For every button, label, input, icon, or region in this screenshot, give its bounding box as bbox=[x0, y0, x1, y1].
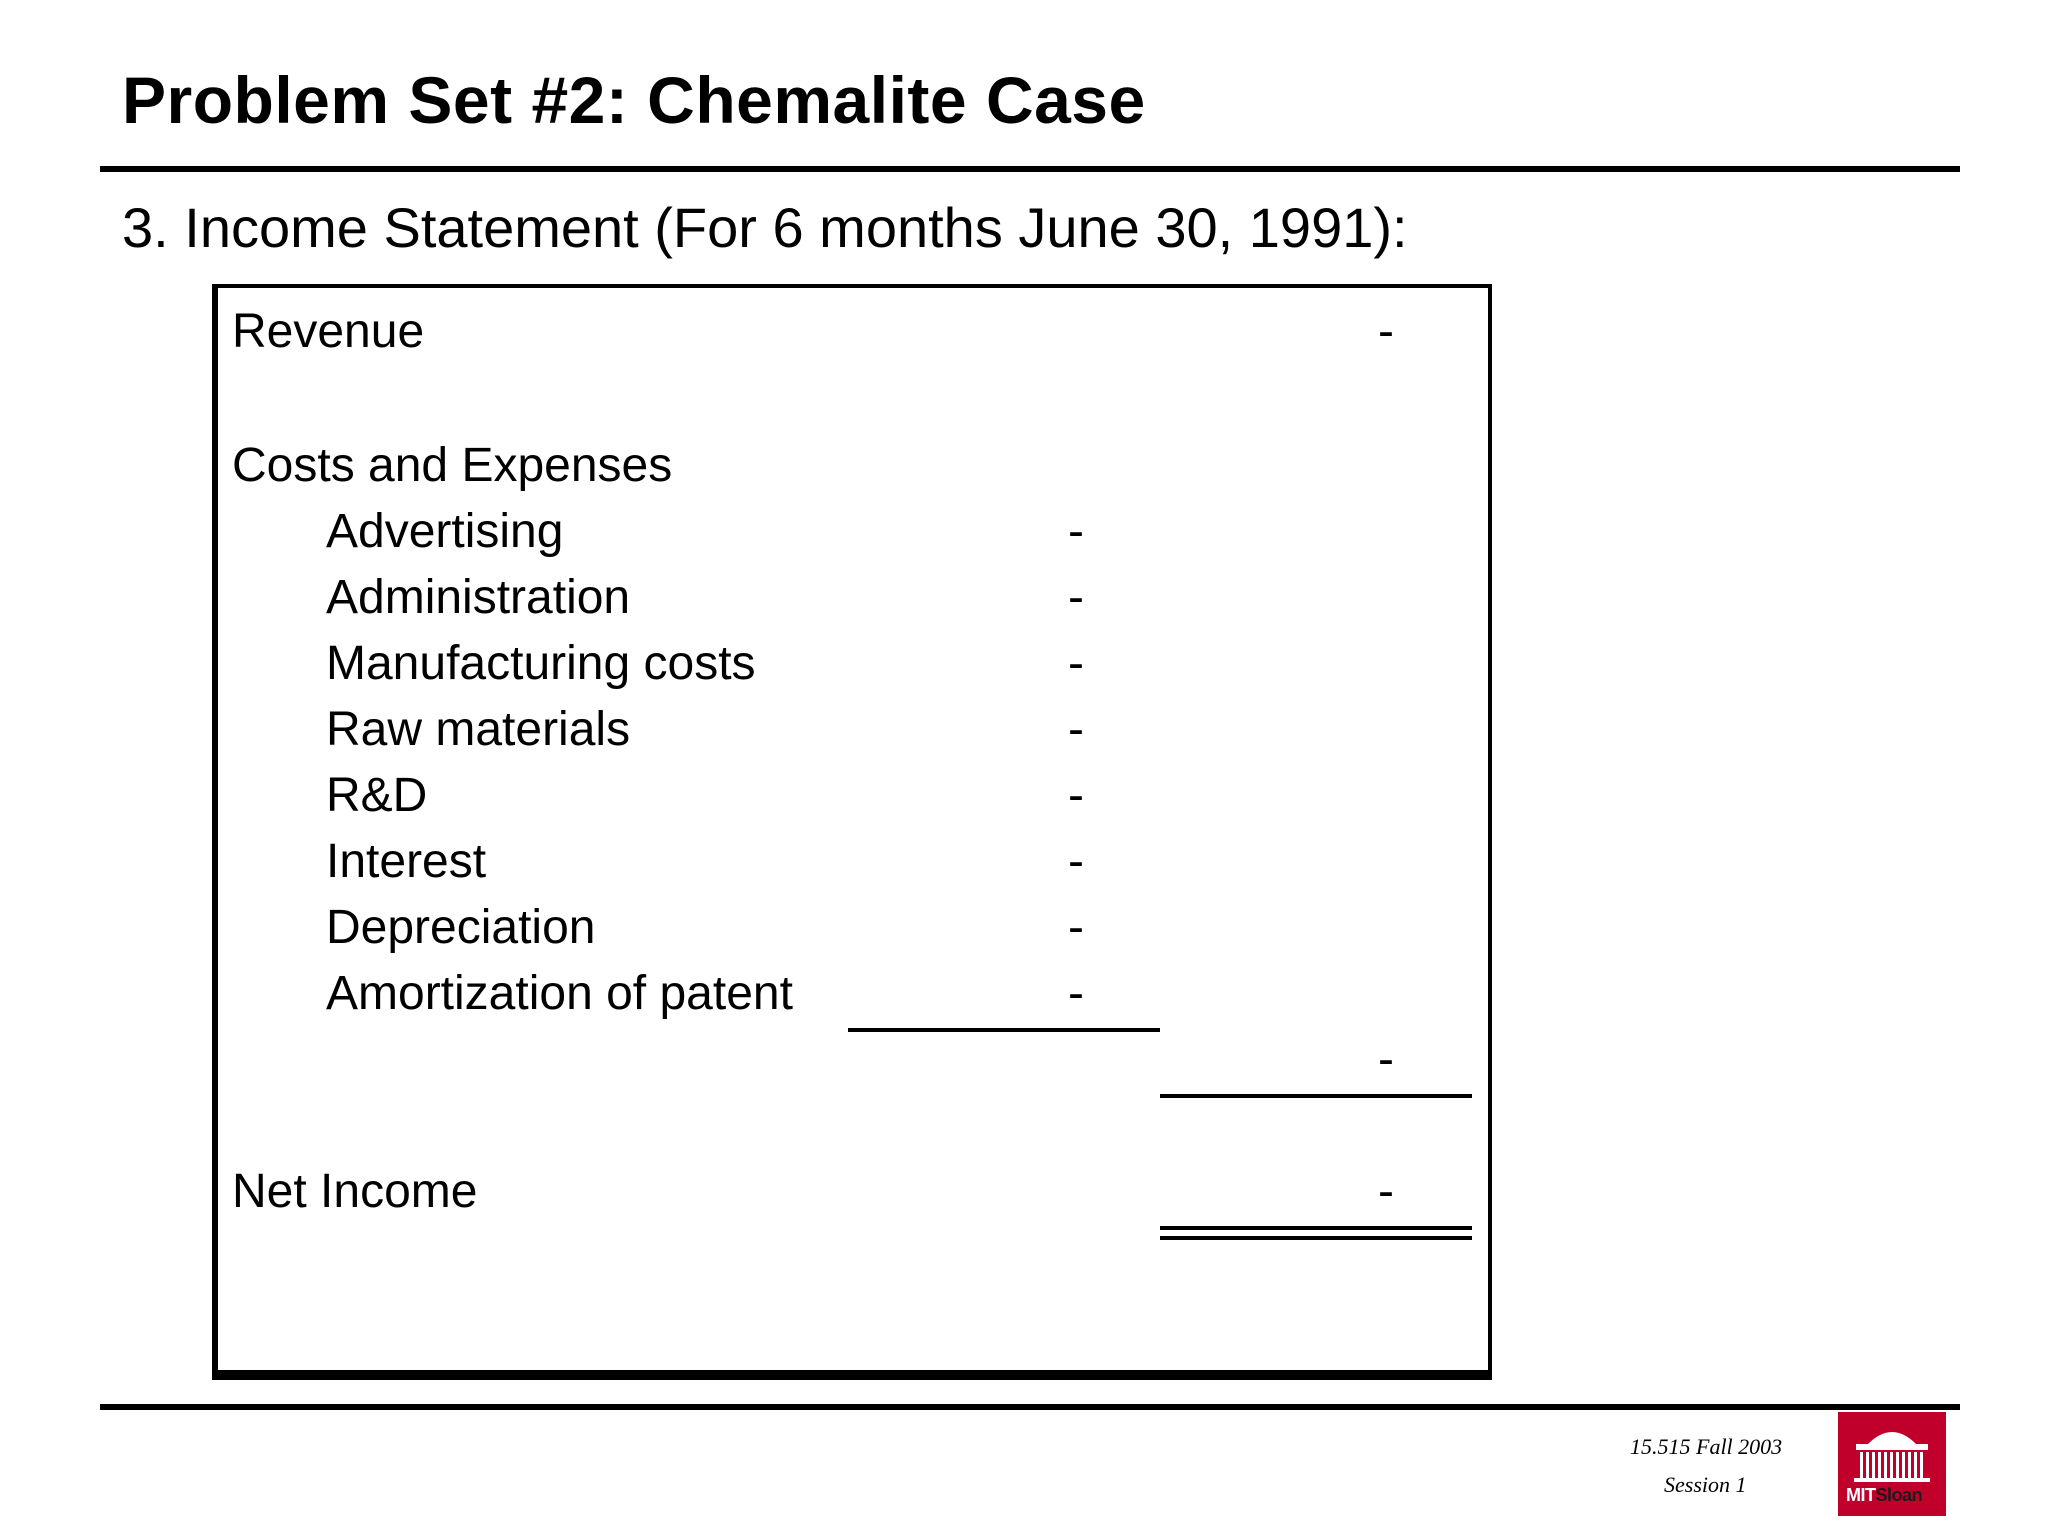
total-costs-row bbox=[218, 1030, 1488, 1090]
expense-row bbox=[218, 568, 1488, 628]
expense-value: - bbox=[1068, 505, 1084, 558]
expense-value: - bbox=[1068, 637, 1084, 690]
expense-row bbox=[218, 832, 1488, 892]
expense-row bbox=[218, 964, 1488, 1024]
logo-sloan-text: Sloan bbox=[1875, 1485, 1923, 1505]
expense-row bbox=[218, 700, 1488, 760]
expense-label: Amortization of patent bbox=[326, 967, 793, 1020]
revenue-label: Revenue bbox=[232, 305, 425, 358]
revenue-value: - bbox=[1378, 305, 1394, 358]
expense-label: Administration bbox=[326, 571, 631, 624]
expense-value: - bbox=[1068, 967, 1084, 1020]
expense-row bbox=[218, 634, 1488, 694]
expense-value: - bbox=[1068, 835, 1084, 888]
session-label: Session 1 bbox=[1664, 1472, 1747, 1497]
title-divider bbox=[100, 166, 1960, 172]
expense-row bbox=[218, 502, 1488, 562]
expense-value: - bbox=[1068, 901, 1084, 954]
expense-row bbox=[218, 766, 1488, 826]
net-income-label: Net Income bbox=[232, 1165, 478, 1218]
logo-wordmark bbox=[1846, 1485, 1922, 1506]
costs-heading: Costs and Expenses bbox=[232, 439, 673, 492]
slide-title: Problem Set #2: Chemalite Case bbox=[122, 63, 1146, 137]
expense-value: - bbox=[1068, 769, 1084, 822]
expense-label: Advertising bbox=[326, 505, 564, 558]
net-income-row bbox=[218, 1162, 1488, 1222]
footer-divider bbox=[100, 1404, 1960, 1410]
income-statement-box bbox=[212, 284, 1492, 1380]
slide-subtitle: 3. Income Statement (For 6 months June 30, 1991): bbox=[122, 196, 1408, 259]
total-costs-value: - bbox=[1378, 1033, 1394, 1086]
expense-label: R&D bbox=[326, 769, 428, 822]
net-income-double-underline bbox=[1160, 1226, 1472, 1240]
expense-label: Depreciation bbox=[326, 901, 596, 954]
course-label: 15.515 Fall 2003 bbox=[1630, 1434, 1783, 1459]
logo-mit-text: MIT bbox=[1846, 1485, 1876, 1505]
expense-value: - bbox=[1068, 703, 1084, 756]
expense-label: Manufacturing costs bbox=[326, 637, 756, 690]
revenue-row bbox=[218, 302, 1488, 362]
net-income-value: - bbox=[1378, 1165, 1394, 1218]
expense-label: Interest bbox=[326, 835, 487, 888]
expense-row bbox=[218, 898, 1488, 958]
total-underline bbox=[1160, 1094, 1472, 1098]
expense-label: Raw materials bbox=[326, 703, 631, 756]
costs-heading-row bbox=[218, 436, 1488, 496]
mit-sloan-logo bbox=[1838, 1412, 1946, 1516]
expense-value: - bbox=[1068, 571, 1084, 624]
